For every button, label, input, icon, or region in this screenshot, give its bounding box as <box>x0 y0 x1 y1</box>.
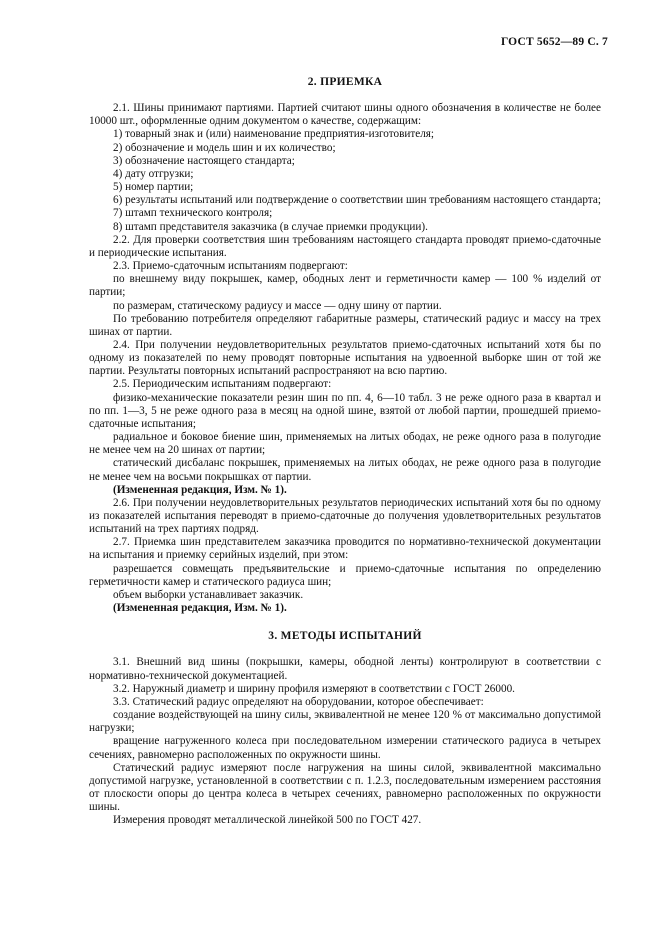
list-item: 6) результаты испытаний или подтверждение о соответствии шин требованиям настоящего стандарта; <box>113 194 601 207</box>
paragraph: 3.1. Внешний вид шины (покрышки, камеры, ободной ленты) контролируют в соответствии с нормативно-технической документацией. <box>89 656 601 682</box>
paragraph: По требованию потребителя определяют габаритные размеры, статический радиус и массу на трех шинах от партии. <box>89 312 601 338</box>
paragraph: 3.3. Статический радиус определяют на оборудовании, которое обеспечивает: <box>113 695 484 708</box>
list-item: 1) товарный знак и (или) наименование предприятия-изготовителя; <box>113 128 435 141</box>
paragraph: 2.6. При получении неудовлетворительных результатов периодических испытаний хотя бы по одному из показателей испытания переводят в приемо-сдаточные до получения удовлетворительных результатов испытаний на трех партиях подряд. <box>89 496 601 536</box>
paragraph: статический дисбаланс покрышек, применяемых на литых ободах, не реже одного раза в полугодие не менее чем на восьми покрышках от партии. <box>89 457 601 483</box>
paragraph: по внешнему виду покрышек, камер, ободных лент и герметичности камер — 100 % изделий от партии; <box>89 273 601 299</box>
paragraph: физико-механические показатели резин шин по пп. 4, 6—10 табл. 3 не реже одного раза в квартал и по пп. 1—3, 5 не реже одного раза в месяц на одной шине, взятой от любой партии, прошедшей приемо-сдаточные испытания; <box>89 391 601 430</box>
paragraph: создание воздействующей на шину силы, эквивалентной не менее 120 % от максимально допустимой нагрузки; <box>89 709 601 735</box>
section-3-title: 3. МЕТОДЫ ИСПЫТАНИЙ <box>268 630 422 643</box>
document-body <box>89 76 601 827</box>
amendment-note: (Измененная редакция, Изм. № 1). <box>113 483 287 496</box>
amendment-note: (Измененная редакция, Изм. № 1). <box>113 602 287 615</box>
list-item: 5) номер партии; <box>113 181 194 194</box>
paragraph: 2.3. Приемо-сдаточным испытаниям подвергают: <box>113 260 348 273</box>
paragraph: 2.7. Приемка шин представителем заказчика проводится по нормативно-технической документации на испытания и приемку серийных изделий, при этом: <box>89 536 601 562</box>
paragraph: Статический радиус измеряют после нагружения на шины силой, эквивалентной максимально допустимой нагрузке, установленной в соответствии с п. 1.2.3, последовательным измерением расстояния от плоскости опоры до центра колеса в четырех сечениях, равномерно расположенных по окружности шины. <box>89 761 601 814</box>
paragraph: вращение нагруженного колеса при последовательном измерении статического радиуса в четырех сечениях, равномерно расположенных по окружности шины. <box>89 735 601 761</box>
paragraph: радиальное и боковое биение шин, применяемых на литых ободах, не реже одного раза в полугодие не менее чем на 20 шинах от партии; <box>89 431 601 457</box>
list-item: 7) штамп технического контроля; <box>113 207 273 220</box>
paragraph: 2.1. Шины принимают партиями. Партией считают шины одного обозначения в количестве не более 10000 шт., оформленные одним документом о качестве, содержащим: <box>89 102 601 128</box>
paragraph: 2.2. Для проверки соответствия шин требованиям настоящего стандарта проводят приемо-сдаточные и периодические испытания. <box>89 233 601 259</box>
paragraph: 3.2. Наружный диаметр и ширину профиля измеряют в соответствии с ГОСТ 26000. <box>113 682 515 695</box>
paragraph: объем выборки устанавливает заказчик. <box>113 588 304 601</box>
paragraph: по размерам, статическому радиусу и массе — одну шину от партии. <box>113 299 442 312</box>
list-item: 2) обозначение и модель шин и их количество; <box>113 141 336 154</box>
paragraph: Измерения проводят металлической линейкой 500 по ГОСТ 427. <box>113 814 422 827</box>
page-header: ГОСТ 5652—89 С. 7 <box>500 36 608 48</box>
section-2-title: 2. ПРИЕМКА <box>307 76 383 88</box>
paragraph: разрешается совмещать предъявительские и приемо-сдаточные испытания по определению герметичности камер и статического радиуса шин; <box>89 562 601 588</box>
paragraph: 2.5. Периодическим испытаниям подвергают: <box>113 378 332 391</box>
list-item: 4) дату отгрузки; <box>113 167 194 180</box>
list-item: 3) обозначение настоящего стандарта; <box>113 154 295 167</box>
paragraph: 2.4. При получении неудовлетворительных результатов приемо-сдаточных испытаний хотя бы по одному из показателей по нему проводят повторные испытания на удвоенной выборке шин от той же партии. Результаты повторных испытаний распространяют на всю партию. <box>89 338 601 378</box>
list-item: 8) штамп представителя заказчика (в случае приемки продукции). <box>113 220 428 233</box>
